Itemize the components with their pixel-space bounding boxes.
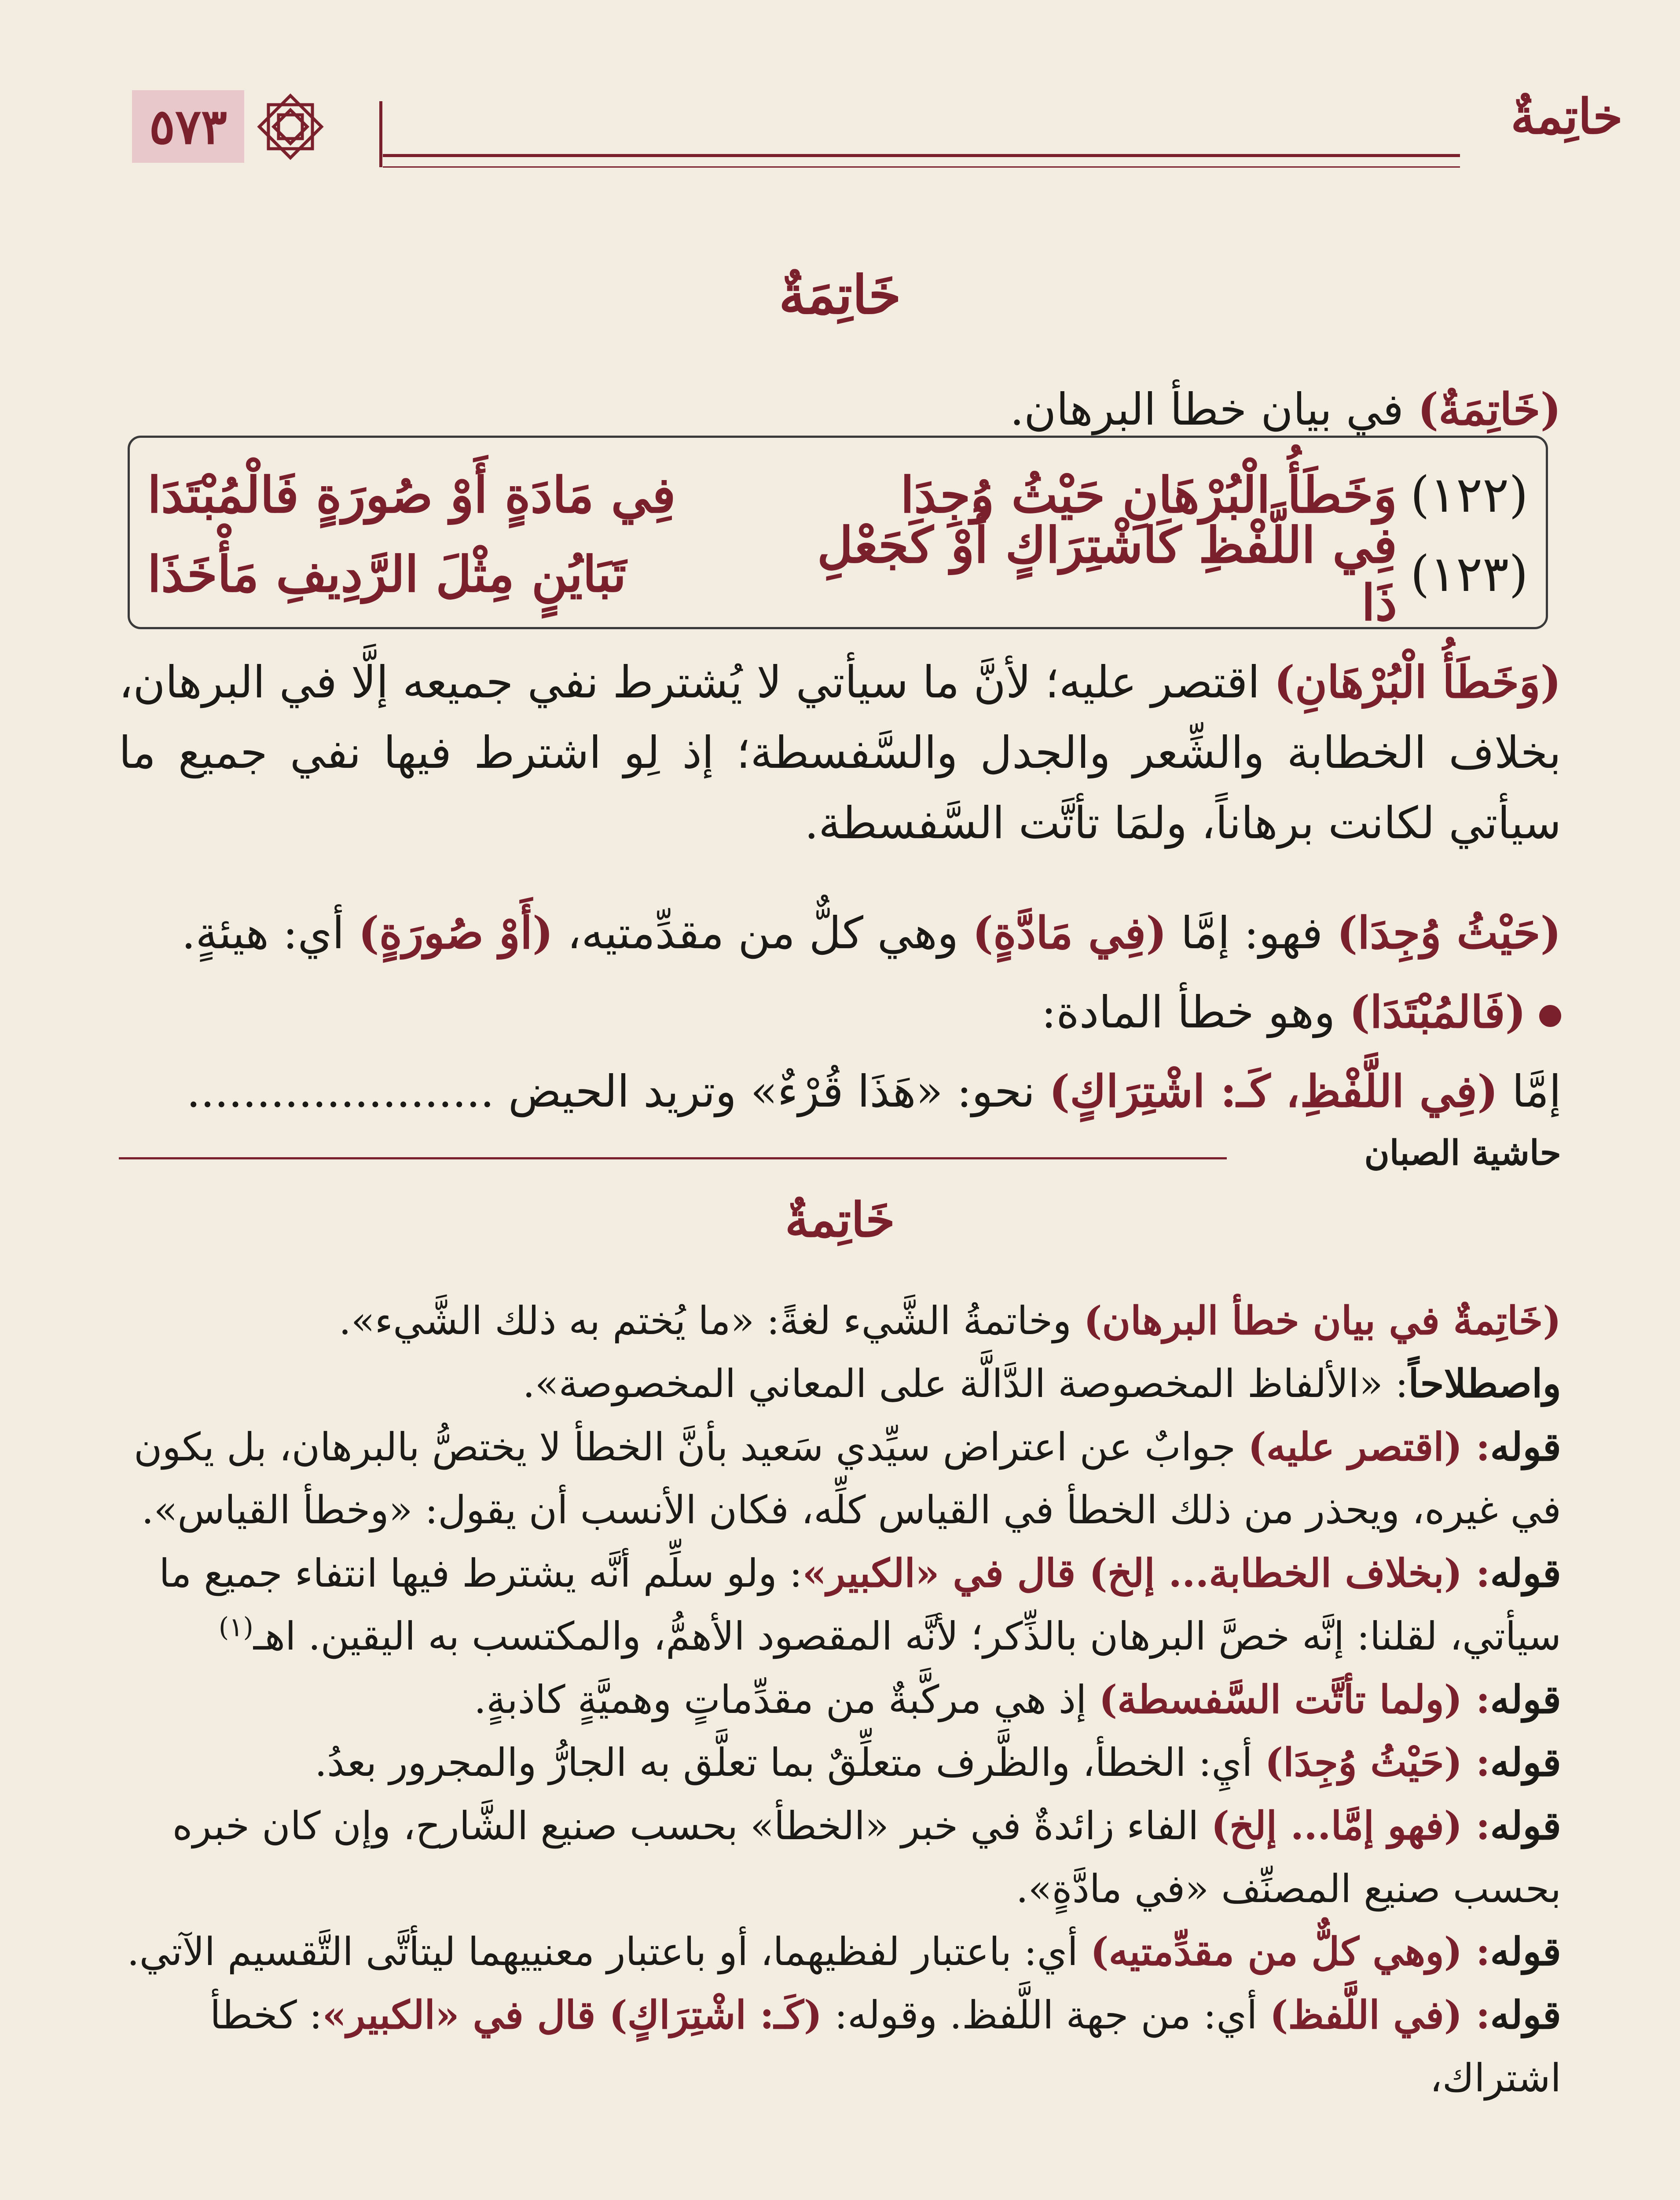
term: : (اقتصر عليه) [1248, 1423, 1490, 1470]
commentary-paragraph [119, 1415, 1561, 1542]
term: (أَوْ صُورَةٍ) [358, 907, 554, 959]
verse-second-hemistich: فِي مَادَةٍ أَوْ صُورَةٍ فَالْمُبْتَدَا [147, 466, 676, 524]
term: (فِي اللَّفْظِ، كَـ: اشْتِرَاكٍ) [1049, 1065, 1498, 1117]
lead: قوله [1490, 1991, 1561, 2038]
paragraph-text: وخاتمةُ الشَّيء لغةً: «ما يُختم به ذلك الشَّيء». [338, 1298, 1084, 1343]
term: (كَـ: اشْتِرَاكٍ) قال في «الكبير» [322, 1991, 822, 2038]
header-rule-end [379, 101, 382, 167]
paragraph-text: اقتصر عليه؛ لأنَّ ما سيأتي لا يُشترط نفي جميعه إلَّا في البرهان، بخلاف الخطابة والشِّعر والجدل والسَّفسطة؛ إذ لِو اشترط فيها نفي جميع ما سيأتي لكانت برهاناً، ولمَا تأتَّت السَّفسطة. [119, 656, 1561, 849]
lead: قوله [1490, 1739, 1561, 1786]
lead: واصطلاحاً [1408, 1360, 1561, 1407]
main-paragraph [119, 1056, 1561, 1127]
paragraph-text: إمَّا [1498, 1066, 1561, 1117]
page-number: ٥٧٣ [132, 90, 244, 163]
header-rule-thin [383, 166, 1460, 168]
commentary-paragraph [119, 1794, 1561, 1921]
term: (وَخَطَأُ الْبُرْهَانِ) [1274, 656, 1562, 708]
star-ornament-icon [244, 88, 337, 165]
lead: قوله [1490, 1929, 1561, 1975]
term: : (بخلاف الخطابة... إلخ) قال في «الكبير» [802, 1550, 1490, 1596]
paragraph-text: : ولو سلِّم أنَّه يشترط فيها انتفاء جميع ما سيأتي، لقلنا: إنَّه خصَّ البرهان بالذِّكر؛ لأنَّه المقصود الأهمُّ، والمكتسب به اليقين. اهـ [159, 1550, 1561, 1659]
running-title: خاتِمةٌ [1511, 88, 1623, 145]
term: : (حَيْثُ وُجِدَا) [1265, 1739, 1490, 1786]
commentary-paragraph [119, 1289, 1561, 1352]
commentary-separator [119, 1157, 1227, 1159]
intro-paragraph [119, 374, 1561, 445]
paragraph-text: وهو خطأ المادة: [1041, 986, 1350, 1038]
paragraph-text: جوابٌ عن اعتراض سيِّدي سَعيد بأنَّ الخطأ لا يختصُّ بالبرهان، بل يكون في غيره، ويحذر من ذلك الخطأ في القياس كلِّه، فكان الأنسب أن يقول: «وخطأ القياس». [133, 1424, 1561, 1533]
paragraph-text: : كخطأ اشتراك، [210, 1992, 1561, 2101]
paragraph-text: أي: من جهة اللَّفظ. وقوله: [822, 1992, 1270, 2038]
intro-text: في بيان خطأ البرهان. [1010, 384, 1418, 435]
commentary-paragraph [119, 1668, 1561, 1731]
paragraph-text: أي: هيئةٍ. [181, 907, 359, 959]
commentary-paragraph [119, 1352, 1561, 1415]
main-paragraph [119, 977, 1561, 1048]
term: : (في اللَّفظ) [1269, 1991, 1490, 2038]
main-paragraph [119, 647, 1561, 858]
term: : (فهو إمَّا... إلخ) [1211, 1802, 1490, 1848]
verse-box [128, 436, 1548, 632]
paragraph-text: أيِ: الخطأ، والظَّرف متعلِّقٌ بما تعلَّق به الجارُّ والمجرور بعدُ. [315, 1740, 1265, 1786]
header-rule [383, 154, 1460, 157]
term: (فَالمُبْتَدَا) [1349, 986, 1526, 1038]
footnote-ref[interactable]: (١) [218, 1612, 253, 1643]
term: (خَاتِمةٌ في بيان خطأ البرهان) [1083, 1298, 1561, 1343]
paragraph-text: أي: باعتبار لفظيهما، أو باعتبار معنييهما ليتأتَّى التَّقسيم الآتي. [127, 1929, 1090, 1975]
commentary-paragraph [119, 1984, 1561, 2110]
section-title: خَاتِمَةٌ [779, 264, 901, 326]
paragraph-text: وهي كلٌّ من مقدِّمتيه، [553, 907, 972, 959]
lead: قوله [1490, 1802, 1561, 1848]
lead: قوله [1490, 1676, 1561, 1722]
term: : (وهي كلٌّ من مقدِّمتيه) [1090, 1929, 1490, 1975]
term: (فِي مَادَّةٍ) [972, 907, 1167, 959]
lead: قوله [1490, 1423, 1561, 1470]
verse-row [147, 517, 1528, 632]
paragraph-text: إذ هي مركَّبةٌ من مقدِّماتٍ وهميَّةٍ كاذبةٍ. [474, 1676, 1099, 1722]
term: : (ولما تأتَّت السَّفسطة) [1099, 1676, 1490, 1722]
lead: قوله [1490, 1550, 1561, 1596]
continuation-dots: ...................... [186, 1066, 495, 1117]
verse-first-hemistich: وَخَطَأُ الْبُرْهَانِ حَيْثُ وُجِدَا [900, 466, 1398, 524]
commentary-paragraph [119, 1542, 1561, 1668]
paragraph-text: فهو: إمَّا [1166, 907, 1337, 959]
paragraph-text: نحو: «هَذَا قُرْءٌ» وتريد الحيض [508, 1066, 1049, 1117]
commentary-paragraph [119, 1731, 1561, 1794]
verse-number: (١٢٢) [1410, 466, 1528, 524]
main-paragraph [119, 898, 1561, 968]
term: (حَيْثُ وُجِدَا) [1336, 907, 1561, 959]
commentary-body [119, 1289, 1561, 2110]
verse-second-hemistich: تَبَايُنٍ مِثْلَ الرَّدِيفِ مَأْخَذَا [147, 545, 627, 603]
paragraph-text: : «الألفاظ المخصوصة الدَّالَّة على المعاني المخصوصة». [522, 1361, 1409, 1407]
verse-first-hemistich: فِي اللَّفْظِ كَاشْتِرَاكٍ أَوْ كَجَعْلِ ذَا [817, 517, 1398, 632]
commentary-label: حاشية الصبان [1364, 1133, 1561, 1173]
commentary-title: خَاتِمةٌ [785, 1192, 895, 1248]
verse-number: (١٢٣) [1410, 546, 1528, 603]
intro-term: (خَاتِمَةٌ) [1417, 383, 1561, 435]
bullet-icon [1539, 1005, 1561, 1027]
paragraph-text: الفاء زائدةٌ في خبر «الخطأ» بحسب صنيع الشَّارح، وإن كان خبره بحسب صنيع المصنِّف «في مادَّةٍ». [172, 1803, 1561, 1911]
commentary-paragraph [119, 1920, 1561, 1983]
